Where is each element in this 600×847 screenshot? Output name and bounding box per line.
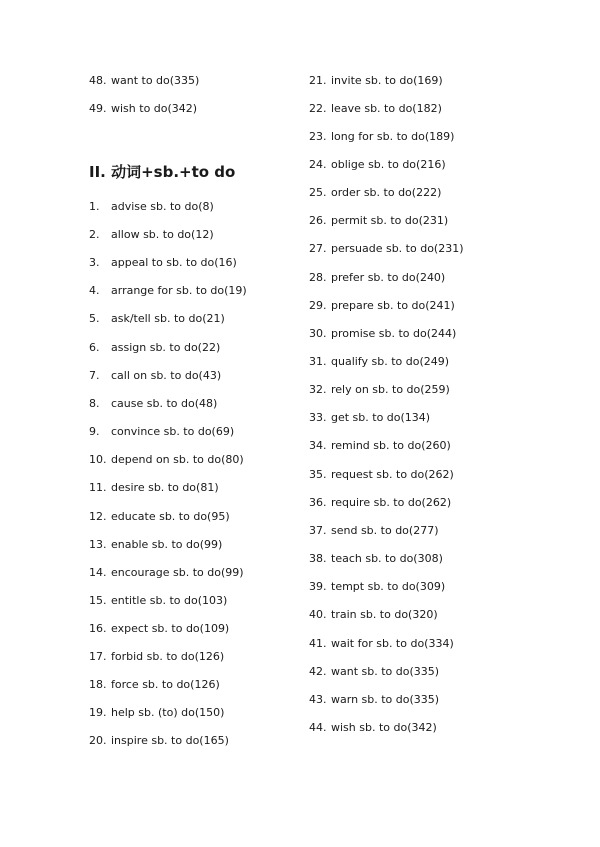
item-number: 33.	[309, 411, 327, 424]
item-text: wish to do(342)	[111, 102, 198, 115]
item-number: 15.	[89, 594, 107, 607]
item-number: 43.	[309, 693, 327, 706]
item-text: request sb. to do(262)	[331, 468, 454, 481]
list-item	[89, 622, 229, 636]
item-number: 14.	[89, 566, 107, 579]
item-text: ask/tell sb. to do(21)	[111, 312, 225, 325]
item-text: warn sb. to do(335)	[331, 693, 440, 706]
list-item	[309, 383, 450, 397]
item-number: 17.	[89, 650, 107, 663]
item-text: enable sb. to do(99)	[111, 538, 223, 551]
item-text: prepare sb. to do(241)	[331, 299, 455, 312]
item-text: call on sb. to do(43)	[111, 369, 222, 382]
item-number: 30.	[309, 327, 327, 340]
list-item	[89, 74, 199, 88]
item-text: appeal to sb. to do(16)	[111, 256, 237, 269]
item-text: want to do(335)	[111, 74, 200, 87]
item-text: forbid sb. to do(126)	[111, 650, 225, 663]
item-text: arrange for sb. to do(19)	[111, 284, 247, 297]
list-item	[309, 102, 442, 116]
item-number: 42.	[309, 665, 327, 678]
item-number: 20.	[89, 734, 107, 747]
item-text: depend on sb. to do(80)	[111, 453, 244, 466]
item-text: qualify sb. to do(249)	[331, 355, 450, 368]
list-item	[89, 650, 224, 664]
item-text: get sb. to do(134)	[331, 411, 431, 424]
item-text: promise sb. to do(244)	[331, 327, 457, 340]
list-item	[89, 678, 220, 692]
item-text: persuade sb. to do(231)	[331, 242, 464, 255]
list-item	[89, 256, 237, 270]
list-item	[309, 186, 441, 200]
list-item	[309, 468, 454, 482]
item-text: allow sb. to do(12)	[111, 228, 214, 241]
list-item	[309, 299, 455, 313]
item-text: send sb. to do(277)	[331, 524, 439, 537]
item-text: leave sb. to do(182)	[331, 102, 442, 115]
list-item	[89, 369, 221, 383]
list-item	[89, 284, 247, 298]
list-item	[309, 214, 448, 228]
item-text: train sb. to do(320)	[331, 608, 438, 621]
item-text: want sb. to do(335)	[331, 665, 440, 678]
item-text: permit sb. to do(231)	[331, 214, 449, 227]
item-number: 6.	[89, 341, 100, 354]
item-number: 39.	[309, 580, 327, 593]
item-number: 34.	[309, 439, 327, 452]
item-text: long for sb. to do(189)	[331, 130, 455, 143]
list-item	[89, 566, 244, 580]
list-item	[89, 510, 230, 524]
item-number: 23.	[309, 130, 327, 143]
item-number: 37.	[309, 524, 327, 537]
item-number: 25.	[309, 186, 327, 199]
list-item	[89, 538, 222, 552]
list-item	[309, 580, 445, 594]
item-number: 4.	[89, 284, 100, 297]
item-number: 38.	[309, 552, 327, 565]
item-text: require sb. to do(262)	[331, 496, 452, 509]
list-item	[89, 312, 225, 326]
list-item	[309, 439, 451, 453]
item-number: 3.	[89, 256, 100, 269]
item-number: 26.	[309, 214, 327, 227]
item-text: encourage sb. to do(99)	[111, 566, 244, 579]
item-text: teach sb. to do(308)	[331, 552, 443, 565]
item-number: 19.	[89, 706, 107, 719]
item-number: 16.	[89, 622, 107, 635]
item-number: 41.	[309, 637, 327, 650]
item-number: 10.	[89, 453, 107, 466]
list-item	[89, 425, 234, 439]
list-item	[89, 453, 244, 467]
item-text: prefer sb. to do(240)	[331, 271, 446, 284]
item-number: 35.	[309, 468, 327, 481]
list-item	[89, 200, 214, 214]
item-number: 40.	[309, 608, 327, 621]
item-number: 13.	[89, 538, 107, 551]
list-item	[309, 552, 443, 566]
item-number: 49.	[89, 102, 107, 115]
item-text: order sb. to do(222)	[331, 186, 442, 199]
item-text: help sb. (to) do(150)	[111, 706, 225, 719]
list-item	[89, 734, 229, 748]
section-heading: II. 动词+sb.+to do	[89, 163, 236, 181]
list-item	[309, 524, 439, 538]
item-text: desire sb. to do(81)	[111, 481, 219, 494]
item-text: invite sb. to do(169)	[331, 74, 443, 87]
list-item	[89, 228, 214, 242]
item-number: 28.	[309, 271, 327, 284]
list-item	[309, 637, 454, 651]
item-text: wait for sb. to do(334)	[331, 637, 454, 650]
item-number: 36.	[309, 496, 327, 509]
list-item	[309, 271, 445, 285]
item-number: 7.	[89, 369, 100, 382]
item-number: 11.	[89, 481, 107, 494]
list-item	[89, 341, 220, 355]
item-text: advise sb. to do(8)	[111, 200, 214, 213]
item-number: 48.	[89, 74, 107, 87]
list-item	[309, 411, 430, 425]
list-item	[309, 355, 449, 369]
item-number: 5.	[89, 312, 100, 325]
list-item	[309, 496, 451, 510]
item-text: entitle sb. to do(103)	[111, 594, 228, 607]
item-number: 44.	[309, 721, 327, 734]
item-number: 9.	[89, 425, 100, 438]
item-number: 2.	[89, 228, 100, 241]
item-text: oblige sb. to do(216)	[331, 158, 446, 171]
item-number: 12.	[89, 510, 107, 523]
item-text: rely on sb. to do(259)	[331, 383, 450, 396]
item-number: 22.	[309, 102, 327, 115]
list-item	[309, 130, 454, 144]
item-text: force sb. to do(126)	[111, 678, 220, 691]
list-item	[309, 721, 437, 735]
item-text: remind sb. to do(260)	[331, 439, 451, 452]
item-number: 1.	[89, 200, 100, 213]
item-number: 21.	[309, 74, 327, 87]
item-text: expect sb. to do(109)	[111, 622, 230, 635]
item-text: inspire sb. to do(165)	[111, 734, 229, 747]
item-text: cause sb. to do(48)	[111, 397, 218, 410]
list-item	[309, 693, 439, 707]
item-number: 24.	[309, 158, 327, 171]
item-text: assign sb. to do(22)	[111, 341, 221, 354]
item-text: convince sb. to do(69)	[111, 425, 235, 438]
list-item	[309, 158, 446, 172]
list-item	[89, 102, 197, 116]
list-item	[309, 327, 456, 341]
list-item	[89, 706, 224, 720]
item-number: 31.	[309, 355, 327, 368]
item-number: 8.	[89, 397, 100, 410]
list-item	[89, 594, 227, 608]
item-number: 27.	[309, 242, 327, 255]
list-item	[309, 665, 439, 679]
list-item	[309, 74, 443, 88]
item-text: wish sb. to do(342)	[331, 721, 437, 734]
list-item	[89, 397, 217, 411]
list-item	[309, 608, 438, 622]
item-text: educate sb. to do(95)	[111, 510, 230, 523]
item-number: 18.	[89, 678, 107, 691]
list-item	[309, 242, 464, 256]
list-item	[89, 481, 219, 495]
item-number: 32.	[309, 383, 327, 396]
item-text: tempt sb. to do(309)	[331, 580, 446, 593]
item-number: 29.	[309, 299, 327, 312]
